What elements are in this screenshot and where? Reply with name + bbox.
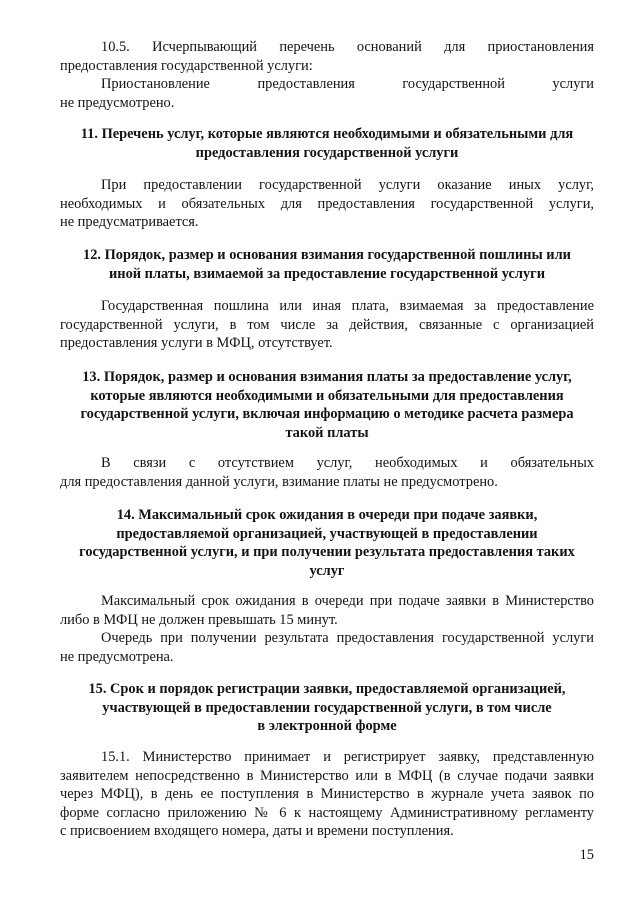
paragraph-13 — [60, 454, 594, 491]
heading-line: участвующей в предоставлении государственной услуги, в том числе — [102, 699, 552, 716]
text-line: 10.5. Исчерпывающий перечень оснований для приостановления — [101, 39, 594, 55]
heading-line: предоставления государственной услуги — [195, 144, 459, 161]
text-line: государственной услуги, в том числе за действия, связанные с организацией — [60, 316, 594, 333]
heading-line: иной платы, взимаемой за предоставление государственной услуги — [108, 265, 546, 282]
heading-line: такой платы — [285, 424, 369, 441]
heading-line: 15. Срок и порядок регистрации заявки, предоставляемой организацией, — [88, 681, 566, 697]
section-12-heading — [60, 246, 594, 283]
heading-line: 13. Порядок, размер и основания взимания платы за предоставление услуг, — [82, 369, 572, 385]
heading-line: 12. Порядок, размер и основания взимания государственной пошлины или — [83, 247, 571, 263]
text-line: 15.1. Министерство принимает и регистрирует заявку, представленную — [101, 749, 594, 765]
section-14-heading — [60, 506, 594, 580]
heading-line: в электронной форме — [257, 718, 397, 734]
paragraph-15-1 — [60, 748, 594, 841]
text-line: предоставления государственной услуги: — [60, 57, 313, 74]
text-line: либо в МФЦ не должен превышать 15 минут. — [60, 611, 338, 628]
text-line: При предоставлении государственной услуги оказание иных услуг, — [101, 177, 594, 193]
paragraph-12 — [60, 297, 594, 353]
section-11-heading — [60, 125, 594, 162]
text-line: Очередь при получении результата предоставления государственной услуги — [101, 630, 594, 646]
text-line: не предусмотрена. — [60, 648, 174, 665]
heading-line: 14. Максимальный срок ожидания в очереди при подаче заявки, — [116, 507, 538, 523]
heading-line: государственной услуги, и при получении результата предоставления таких — [79, 544, 575, 560]
paragraph-11 — [60, 176, 594, 232]
paragraph-10-5 — [60, 38, 594, 112]
heading-line: предоставляемой организацией, участвующей в предоставлении — [116, 525, 538, 542]
text-line: с присвоением входящего номера, даты и времени поступления. — [60, 823, 454, 839]
heading-line: услуг — [309, 562, 345, 579]
section-13-heading — [60, 368, 594, 442]
heading-line: которые являются необходимыми и обязательными для предоставления — [90, 387, 564, 404]
text-line: Максимальный срок ожидания в очереди при подаче заявки в Министерство — [101, 593, 594, 609]
text-line: В связи с отсутствием услуг, необходимых и обязательных — [101, 455, 594, 471]
section-15-heading — [60, 680, 594, 736]
text-line: через МФЦ), в день ее поступления в Министерство в журнале учета заявок по — [60, 786, 594, 802]
text-line: предоставления услуги в МФЦ, отсутствует. — [60, 335, 333, 351]
text-line: форме согласно приложению № 6 к настоящему Административному регламенту — [60, 804, 594, 821]
text-line: не предусматривается. — [60, 214, 199, 230]
text-line: для предоставления данной услуги, взимание платы не предусмотрено. — [60, 473, 498, 490]
text-line: необходимых и обязательных для предоставления государственной услуги, — [60, 195, 594, 212]
paragraph-14 — [60, 592, 594, 666]
text-line: заявителем непосредственно в Министерство или в МФЦ (в случае подачи заявки — [60, 767, 594, 784]
text-line: не предусмотрено. — [60, 94, 175, 111]
text-line: Государственная пошлина или иная плата, взимаемая за предоставление — [101, 298, 594, 314]
heading-line: 11. Перечень услуг, которые являются необходимыми и обязательными для — [80, 126, 574, 142]
page-number: 15 — [579, 847, 594, 863]
text-line: Приостановление предоставления государственной услуги — [101, 76, 594, 92]
heading-line: государственной услуги, включая информацию о методике расчета размера — [80, 406, 574, 422]
